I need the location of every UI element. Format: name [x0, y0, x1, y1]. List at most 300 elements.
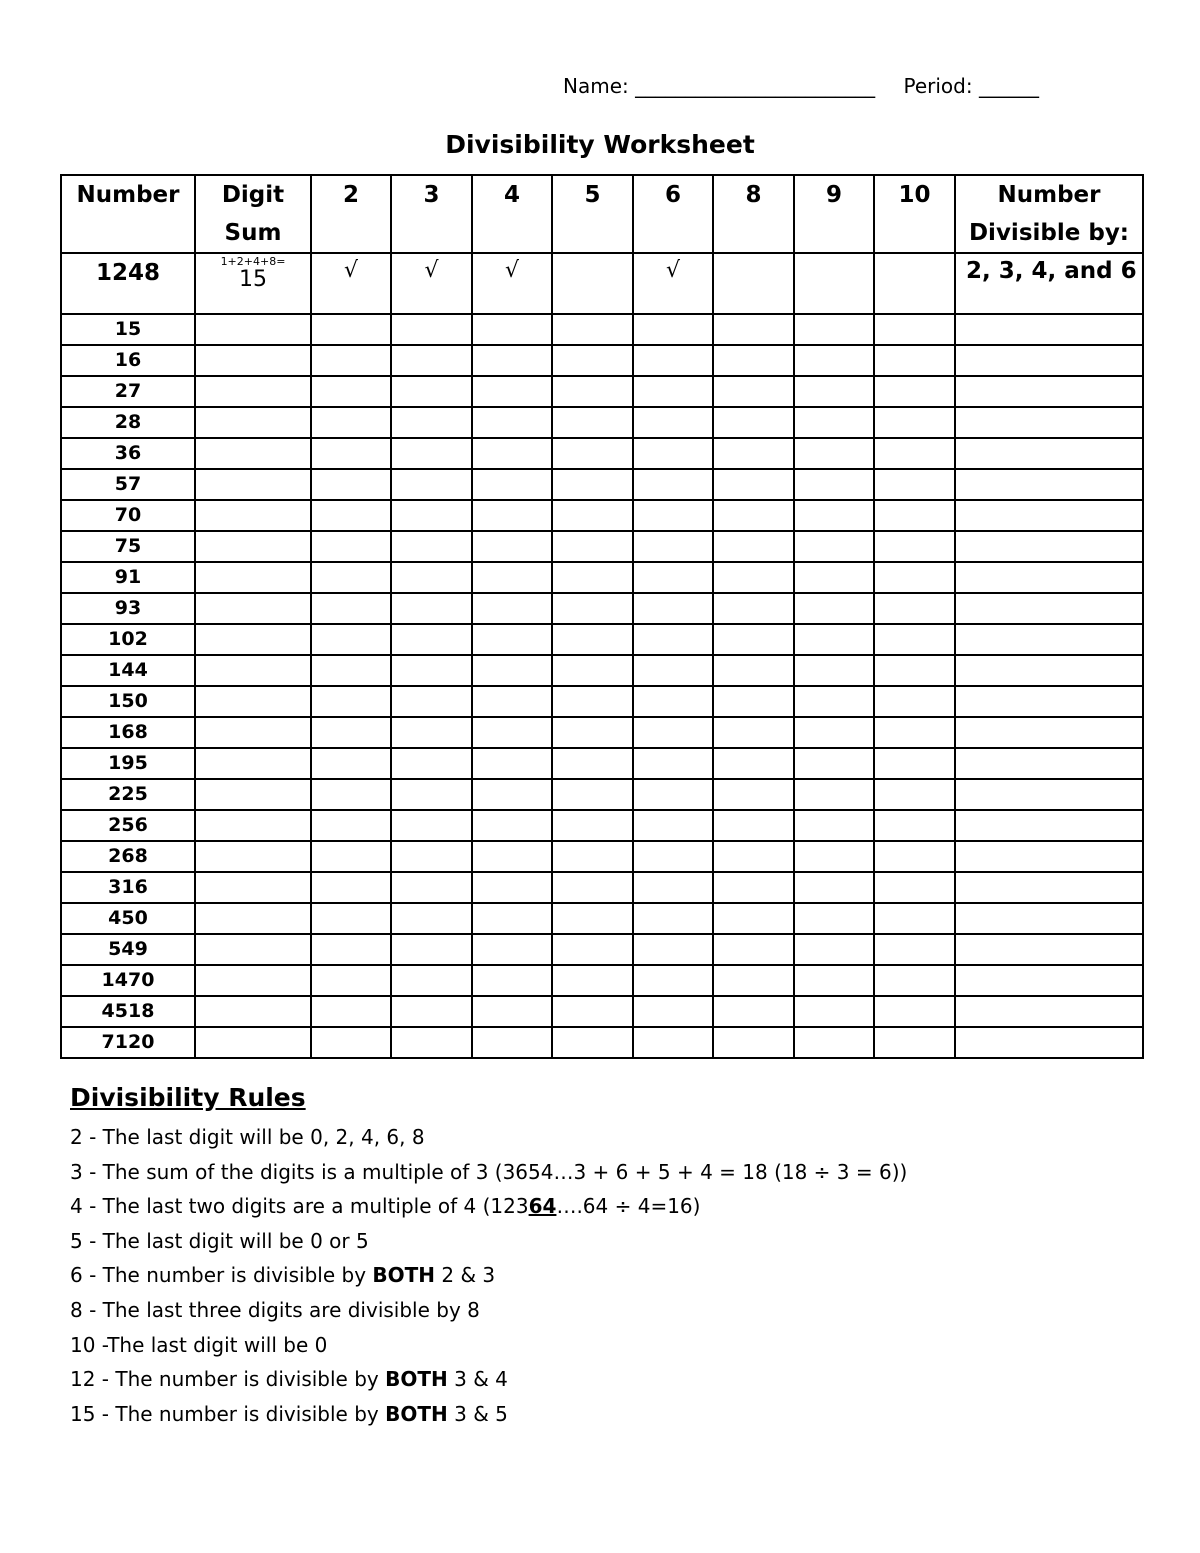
- cell-4[interactable]: [472, 376, 552, 407]
- cell-3[interactable]: [391, 407, 472, 438]
- cell-10[interactable]: [874, 469, 955, 500]
- empty-cell-8: [713, 253, 794, 314]
- cell-2[interactable]: [311, 376, 391, 407]
- digit-sum-cell[interactable]: [195, 500, 311, 531]
- digit-sum-cell[interactable]: [195, 965, 311, 996]
- table-row: [61, 686, 1143, 717]
- table-row: [61, 934, 1143, 965]
- table-row: [61, 655, 1143, 686]
- cell-4[interactable]: [472, 779, 552, 810]
- divisible-by-cell[interactable]: [955, 469, 1143, 500]
- cell-9[interactable]: [794, 810, 874, 841]
- cell-2[interactable]: [311, 345, 391, 376]
- cell-10[interactable]: [874, 965, 955, 996]
- digit-sum-cell[interactable]: [195, 686, 311, 717]
- cell-3[interactable]: [391, 717, 472, 748]
- cell-5[interactable]: [552, 965, 633, 996]
- cell-4[interactable]: [472, 965, 552, 996]
- cell-2[interactable]: [311, 903, 391, 934]
- cell-2[interactable]: [311, 748, 391, 779]
- period-blank[interactable]: ______: [978, 74, 1039, 98]
- divisible-by-cell[interactable]: [955, 562, 1143, 593]
- cell-10[interactable]: [874, 779, 955, 810]
- cell-5[interactable]: [552, 345, 633, 376]
- rule-4: 4 - The last two digits are a multiple of 4 (12364….64 ÷ 4=16): [70, 1194, 701, 1219]
- divisible-by-cell[interactable]: [955, 779, 1143, 810]
- row-number: 70: [61, 500, 195, 531]
- cell-5[interactable]: [552, 593, 633, 624]
- cell-2[interactable]: [311, 624, 391, 655]
- cell-9[interactable]: [794, 903, 874, 934]
- header-8: 8: [713, 175, 794, 253]
- cell-9[interactable]: [794, 748, 874, 779]
- cell-10[interactable]: [874, 717, 955, 748]
- row-number: 28: [61, 407, 195, 438]
- cell-6[interactable]: [633, 748, 713, 779]
- cell-5[interactable]: [552, 1027, 633, 1058]
- cell-5[interactable]: [552, 624, 633, 655]
- cell-8[interactable]: [713, 810, 794, 841]
- cell-10[interactable]: [874, 500, 955, 531]
- cell-8[interactable]: [713, 903, 794, 934]
- cell-10[interactable]: [874, 872, 955, 903]
- table-row: [61, 469, 1143, 500]
- cell-6[interactable]: [633, 562, 713, 593]
- cell-8[interactable]: [713, 655, 794, 686]
- cell-6[interactable]: [633, 407, 713, 438]
- row-number: 150: [61, 686, 195, 717]
- header-9: 9: [794, 175, 874, 253]
- cell-6[interactable]: [633, 345, 713, 376]
- table-row: [61, 717, 1143, 748]
- cell-10[interactable]: [874, 562, 955, 593]
- divisible-by-cell[interactable]: [955, 593, 1143, 624]
- cell-6[interactable]: [633, 965, 713, 996]
- cell-9[interactable]: [794, 438, 874, 469]
- cell-5[interactable]: [552, 810, 633, 841]
- cell-6[interactable]: [633, 376, 713, 407]
- cell-8[interactable]: [713, 996, 794, 1027]
- cell-6[interactable]: [633, 655, 713, 686]
- cell-5[interactable]: [552, 314, 633, 345]
- cell-9[interactable]: [794, 934, 874, 965]
- table-row: [61, 624, 1143, 655]
- row-number: 36: [61, 438, 195, 469]
- row-number: 268: [61, 841, 195, 872]
- cell-10[interactable]: [874, 934, 955, 965]
- cell-2[interactable]: [311, 934, 391, 965]
- example-divisible-by: 2, 3, 4, and 6: [955, 253, 1143, 314]
- cell-10[interactable]: [874, 1027, 955, 1058]
- table-row: [61, 872, 1143, 903]
- table-row: [61, 531, 1143, 562]
- cell-6[interactable]: [633, 531, 713, 562]
- divisible-by-cell[interactable]: [955, 996, 1143, 1027]
- digit-sum-cell[interactable]: [195, 717, 311, 748]
- cell-4[interactable]: [472, 407, 552, 438]
- divisible-by-cell[interactable]: [955, 314, 1143, 345]
- cell-4[interactable]: [472, 841, 552, 872]
- cell-10[interactable]: [874, 345, 955, 376]
- cell-5[interactable]: [552, 841, 633, 872]
- cell-9[interactable]: [794, 531, 874, 562]
- cell-8[interactable]: [713, 717, 794, 748]
- table-row: [61, 500, 1143, 531]
- cell-6[interactable]: [633, 996, 713, 1027]
- cell-8[interactable]: [713, 500, 794, 531]
- row-number: 16: [61, 345, 195, 376]
- digit-sum-cell[interactable]: [195, 438, 311, 469]
- cell-3[interactable]: [391, 748, 472, 779]
- cell-8[interactable]: [713, 934, 794, 965]
- table-row: [61, 376, 1143, 407]
- divisible-by-cell[interactable]: [955, 376, 1143, 407]
- divisible-by-cell[interactable]: [955, 903, 1143, 934]
- cell-2[interactable]: [311, 407, 391, 438]
- cell-2[interactable]: [311, 469, 391, 500]
- cell-8[interactable]: [713, 779, 794, 810]
- cell-3[interactable]: [391, 500, 472, 531]
- cell-4[interactable]: [472, 469, 552, 500]
- row-number: 316: [61, 872, 195, 903]
- divisible-by-cell[interactable]: [955, 748, 1143, 779]
- table-row: [61, 779, 1143, 810]
- cell-6[interactable]: [633, 469, 713, 500]
- cell-4[interactable]: [472, 655, 552, 686]
- cell-4[interactable]: [472, 1027, 552, 1058]
- cell-2[interactable]: [311, 314, 391, 345]
- cell-6[interactable]: [633, 438, 713, 469]
- cell-4[interactable]: [472, 624, 552, 655]
- example-row: [61, 253, 1143, 314]
- cell-3[interactable]: [391, 562, 472, 593]
- header-row: [61, 175, 1143, 253]
- example-number: 1248: [61, 253, 195, 314]
- cell-2[interactable]: [311, 1027, 391, 1058]
- cell-5[interactable]: [552, 407, 633, 438]
- cell-6[interactable]: [633, 934, 713, 965]
- cell-8[interactable]: [713, 345, 794, 376]
- cell-5[interactable]: [552, 438, 633, 469]
- cell-5[interactable]: [552, 469, 633, 500]
- cell-10[interactable]: [874, 686, 955, 717]
- cell-8[interactable]: [713, 438, 794, 469]
- digit-sum-cell[interactable]: [195, 407, 311, 438]
- row-number: 15: [61, 314, 195, 345]
- table-row: [61, 345, 1143, 376]
- cell-9[interactable]: [794, 841, 874, 872]
- cell-8[interactable]: [713, 562, 794, 593]
- cell-2[interactable]: [311, 500, 391, 531]
- divisible-by-cell[interactable]: [955, 1027, 1143, 1058]
- cell-2[interactable]: [311, 872, 391, 903]
- header-number: Number: [61, 175, 195, 253]
- cell-9[interactable]: [794, 345, 874, 376]
- cell-2[interactable]: [311, 779, 391, 810]
- table-row: [61, 593, 1143, 624]
- digit-sum-cell[interactable]: [195, 779, 311, 810]
- cell-10[interactable]: [874, 407, 955, 438]
- cell-8[interactable]: [713, 686, 794, 717]
- cell-6[interactable]: [633, 593, 713, 624]
- cell-9[interactable]: [794, 376, 874, 407]
- table-row: [61, 1027, 1143, 1058]
- cell-4[interactable]: [472, 531, 552, 562]
- cell-9[interactable]: [794, 965, 874, 996]
- period-label: Period:: [903, 74, 973, 98]
- cell-4[interactable]: [472, 686, 552, 717]
- divisible-by-cell[interactable]: [955, 965, 1143, 996]
- divisible-by-cell[interactable]: [955, 624, 1143, 655]
- cell-5[interactable]: [552, 872, 633, 903]
- digit-sum-cell[interactable]: [195, 593, 311, 624]
- cell-3[interactable]: [391, 531, 472, 562]
- divisible-by-cell[interactable]: [955, 438, 1143, 469]
- cell-3[interactable]: [391, 810, 472, 841]
- cell-8[interactable]: [713, 407, 794, 438]
- digit-sum-cell[interactable]: [195, 655, 311, 686]
- digit-sum-cell[interactable]: [195, 996, 311, 1027]
- cell-5[interactable]: [552, 376, 633, 407]
- cell-9[interactable]: [794, 686, 874, 717]
- cell-8[interactable]: [713, 376, 794, 407]
- digit-sum-cell[interactable]: [195, 841, 311, 872]
- cell-6[interactable]: [633, 624, 713, 655]
- cell-9[interactable]: [794, 655, 874, 686]
- cell-10[interactable]: [874, 438, 955, 469]
- cell-9[interactable]: [794, 1027, 874, 1058]
- row-number: 91: [61, 562, 195, 593]
- cell-3[interactable]: [391, 469, 472, 500]
- row-number: 75: [61, 531, 195, 562]
- digit-sum-expression: 1+2+4+8=: [220, 255, 286, 268]
- cell-8[interactable]: [713, 593, 794, 624]
- digit-sum-cell[interactable]: [195, 562, 311, 593]
- cell-2[interactable]: [311, 996, 391, 1027]
- digit-sum-cell[interactable]: [195, 1027, 311, 1058]
- cell-9[interactable]: [794, 717, 874, 748]
- divisible-by-cell[interactable]: [955, 500, 1143, 531]
- divisible-by-cell[interactable]: [955, 655, 1143, 686]
- cell-3[interactable]: [391, 376, 472, 407]
- table-row: [61, 996, 1143, 1027]
- row-number: 195: [61, 748, 195, 779]
- cell-10[interactable]: [874, 655, 955, 686]
- cell-8[interactable]: [713, 531, 794, 562]
- cell-5[interactable]: [552, 686, 633, 717]
- cell-6[interactable]: [633, 717, 713, 748]
- check-mark-3: √: [391, 253, 472, 314]
- cell-8[interactable]: [713, 1027, 794, 1058]
- divisible-by-cell[interactable]: [955, 810, 1143, 841]
- cell-10[interactable]: [874, 531, 955, 562]
- cell-9[interactable]: [794, 500, 874, 531]
- cell-3[interactable]: [391, 996, 472, 1027]
- row-number: 57: [61, 469, 195, 500]
- cell-9[interactable]: [794, 872, 874, 903]
- cell-5[interactable]: [552, 779, 633, 810]
- cell-9[interactable]: [794, 469, 874, 500]
- cell-5[interactable]: [552, 717, 633, 748]
- cell-4[interactable]: [472, 996, 552, 1027]
- cell-5[interactable]: [552, 655, 633, 686]
- cell-6[interactable]: [633, 810, 713, 841]
- cell-6[interactable]: [633, 686, 713, 717]
- cell-6[interactable]: [633, 841, 713, 872]
- cell-5[interactable]: [552, 903, 633, 934]
- digit-sum-cell[interactable]: [195, 748, 311, 779]
- row-number: 168: [61, 717, 195, 748]
- cell-6[interactable]: [633, 903, 713, 934]
- cell-9[interactable]: [794, 593, 874, 624]
- cell-8[interactable]: [713, 841, 794, 872]
- divisible-by-cell[interactable]: [955, 872, 1143, 903]
- divisible-by-cell[interactable]: [955, 841, 1143, 872]
- name-label: Name:: [563, 74, 629, 98]
- cell-3[interactable]: [391, 872, 472, 903]
- cell-6[interactable]: [633, 872, 713, 903]
- cell-3[interactable]: [391, 1027, 472, 1058]
- cell-5[interactable]: [552, 748, 633, 779]
- cell-6[interactable]: [633, 1027, 713, 1058]
- cell-10[interactable]: [874, 376, 955, 407]
- cell-6[interactable]: [633, 314, 713, 345]
- row-number: 4518: [61, 996, 195, 1027]
- cell-4[interactable]: [472, 438, 552, 469]
- cell-3[interactable]: [391, 593, 472, 624]
- cell-2[interactable]: [311, 438, 391, 469]
- row-number: 1470: [61, 965, 195, 996]
- cell-4[interactable]: [472, 500, 552, 531]
- cell-3[interactable]: [391, 934, 472, 965]
- cell-4[interactable]: [472, 562, 552, 593]
- cell-8[interactable]: [713, 469, 794, 500]
- cell-5[interactable]: [552, 500, 633, 531]
- cell-4[interactable]: [472, 345, 552, 376]
- check-mark-4: √: [472, 253, 552, 314]
- cell-3[interactable]: [391, 438, 472, 469]
- cell-9[interactable]: [794, 562, 874, 593]
- cell-3[interactable]: [391, 779, 472, 810]
- cell-5[interactable]: [552, 531, 633, 562]
- digit-sum-cell[interactable]: [195, 872, 311, 903]
- cell-8[interactable]: [713, 748, 794, 779]
- cell-3[interactable]: [391, 903, 472, 934]
- cell-3[interactable]: [391, 686, 472, 717]
- row-number: 256: [61, 810, 195, 841]
- digit-sum-cell[interactable]: [195, 345, 311, 376]
- cell-9[interactable]: [794, 624, 874, 655]
- cell-2[interactable]: [311, 593, 391, 624]
- cell-4[interactable]: [472, 593, 552, 624]
- cell-8[interactable]: [713, 624, 794, 655]
- cell-4[interactable]: [472, 748, 552, 779]
- cell-2[interactable]: [311, 810, 391, 841]
- cell-4[interactable]: [472, 872, 552, 903]
- divisible-by-cell[interactable]: [955, 345, 1143, 376]
- cell-3[interactable]: [391, 624, 472, 655]
- cell-10[interactable]: [874, 624, 955, 655]
- divisibility-rules: [70, 1083, 907, 1431]
- divisible-by-cell[interactable]: [955, 934, 1143, 965]
- rule-8: 8 - The last three digits are divisible by 8: [70, 1297, 480, 1322]
- header-4: 4: [472, 175, 552, 253]
- digit-sum-cell[interactable]: [195, 531, 311, 562]
- name-blank[interactable]: ________________________: [635, 74, 876, 98]
- divisible-by-cell[interactable]: [955, 531, 1143, 562]
- cell-10[interactable]: [874, 314, 955, 345]
- cell-3[interactable]: [391, 841, 472, 872]
- digit-sum-cell[interactable]: [195, 934, 311, 965]
- empty-cell-9: [794, 253, 874, 314]
- header-6: 6: [633, 175, 713, 253]
- worksheet-title: Divisibility Worksheet: [445, 130, 755, 159]
- cell-2[interactable]: [311, 562, 391, 593]
- digit-sum-cell[interactable]: [195, 810, 311, 841]
- cell-3[interactable]: [391, 655, 472, 686]
- cell-10[interactable]: [874, 748, 955, 779]
- cell-3[interactable]: [391, 314, 472, 345]
- cell-4[interactable]: [472, 810, 552, 841]
- cell-4[interactable]: [472, 934, 552, 965]
- cell-2[interactable]: [311, 965, 391, 996]
- row-number: 144: [61, 655, 195, 686]
- name-period-line: [563, 74, 1039, 98]
- cell-2[interactable]: [311, 717, 391, 748]
- header-10: 10: [874, 175, 955, 253]
- cell-10[interactable]: [874, 996, 955, 1027]
- underlined-digits: 64: [528, 1194, 557, 1219]
- cell-8[interactable]: [713, 872, 794, 903]
- divisible-by-cell[interactable]: [955, 407, 1143, 438]
- cell-4[interactable]: [472, 903, 552, 934]
- cell-10[interactable]: [874, 810, 955, 841]
- cell-5[interactable]: [552, 934, 633, 965]
- digit-sum-cell[interactable]: [195, 903, 311, 934]
- cell-9[interactable]: [794, 779, 874, 810]
- cell-2[interactable]: [311, 841, 391, 872]
- cell-2[interactable]: [311, 686, 391, 717]
- cell-8[interactable]: [713, 314, 794, 345]
- cell-5[interactable]: [552, 562, 633, 593]
- cell-6[interactable]: [633, 500, 713, 531]
- cell-9[interactable]: [794, 407, 874, 438]
- cell-3[interactable]: [391, 965, 472, 996]
- digit-sum-cell[interactable]: [195, 469, 311, 500]
- divisible-by-cell[interactable]: [955, 686, 1143, 717]
- cell-3[interactable]: [391, 345, 472, 376]
- cell-2[interactable]: [311, 655, 391, 686]
- cell-10[interactable]: [874, 903, 955, 934]
- cell-4[interactable]: [472, 717, 552, 748]
- rule-6: 6 - The number is divisible by BOTH 2 & 3: [70, 1263, 496, 1288]
- cell-9[interactable]: [794, 996, 874, 1027]
- digit-sum-cell[interactable]: [195, 376, 311, 407]
- cell-10[interactable]: [874, 593, 955, 624]
- divisible-by-cell[interactable]: [955, 717, 1143, 748]
- cell-9[interactable]: [794, 314, 874, 345]
- digit-sum-cell[interactable]: [195, 624, 311, 655]
- rule-5: 5 - The last digit will be 0 or 5: [70, 1228, 369, 1253]
- digit-sum-cell[interactable]: [195, 314, 311, 345]
- cell-6[interactable]: [633, 779, 713, 810]
- cell-2[interactable]: [311, 531, 391, 562]
- cell-4[interactable]: [472, 314, 552, 345]
- cell-8[interactable]: [713, 965, 794, 996]
- row-number: 27: [61, 376, 195, 407]
- cell-5[interactable]: [552, 996, 633, 1027]
- cell-10[interactable]: [874, 841, 955, 872]
